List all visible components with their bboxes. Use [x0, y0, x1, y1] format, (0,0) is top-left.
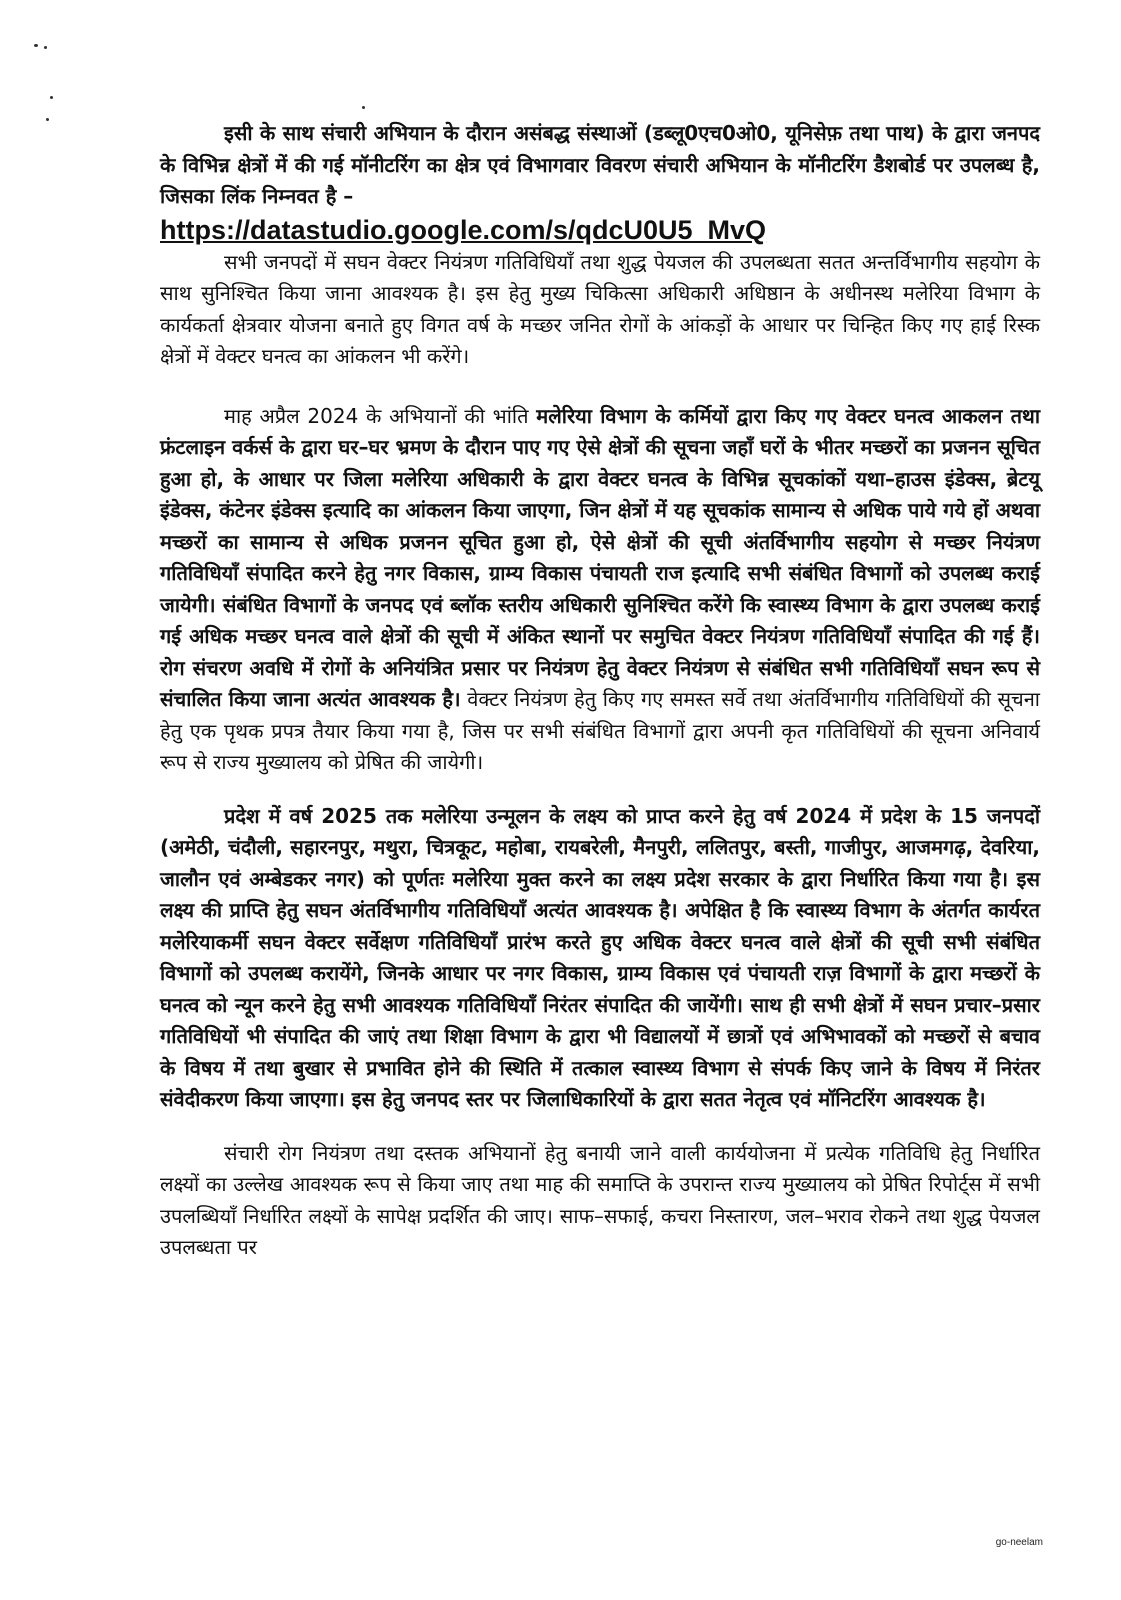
paragraph-monitoring: इसी के साथ संचारी अभियान के दौरान असंबद्ध संस्थाओं (डब्लू0एच0ओ0, यूनिसेफ़ तथा पाथ) के द्वारा जनपद के विभिन्न क्षेत्रों में की गई मॉनीटरिंग का क्षेत्र एवं विभागवार विवरण संचारी अभियान के मॉनीटरिंग डैशबोर्ड पर उपलब्ध है, जिसका लिंक निम्नवत है – — [160, 121, 1040, 208]
scan-speck — [50, 96, 53, 99]
footer-initials: go-neelam — [995, 1537, 1043, 1548]
document-body — [160, 118, 1040, 1264]
scan-speck — [34, 44, 38, 47]
scan-speck — [46, 118, 49, 121]
scan-speck — [44, 46, 47, 49]
paragraph-action-plan: संचारी रोग नियंत्रण तथा दस्तक अभियानों हेतु बनायी जाने वाली कार्ययोजना में प्रत्येक गतिविधि हेतु निर्धारित लक्ष्यों का उल्लेख आवश्यक रूप से किया जाए तथा माह की समाप्ति के उपरान्त राज्य मुख्यालय को प्रेषित रिपोर्ट्स में सभी उपलब्धियाँ निर्धारित लक्ष्यों के सापेक्ष प्रदर्शित की जाए। साफ–सफाई, कचरा निस्तारण, जल–भराव रोकने तथा शुद्ध पेयजल उपलब्धता पर — [160, 1140, 1040, 1259]
paragraph-vector-density — [160, 401, 1040, 779]
paragraph-malaria-elimination: प्रदेश में वर्ष 2025 तक मलेरिया उन्मूलन के लक्ष्य को प्राप्त करने हेतु वर्ष 2024 में प्रदेश के 15 जनपदों (अमेठी, चंदौली, सहारनपुर, मथुरा, चित्रकूट, महोबा, रायबरेली, मैनपुरी, ललितपुर, बस्ती, गाजीपुर, आजमगढ़, देवरिया, जालौन एवं अम्बेडकर नगर) को पूर्णतः मलेरिया मुक्त करने का लक्ष्य प्रदेश सरकार के द्वारा निर्धारित किया गया है। इस लक्ष्य की प्राप्ति हेतु सघन अंतर्विभागीय गतिविधियाँ अत्यंत आवश्यक है। अपेक्षित है कि स्वास्थ्य विभाग के अंतर्गत कार्यरत मलेरियाकर्मी सघन वेक्टर सर्वेक्षण गतिविधियाँ प्रारंभ करते हुए अधिक वेक्टर घनत्व वाले क्षेत्रों की सूची सभी संबंधित विभागों को उपलब्ध करायेंगे, जिनके आधार पर नगर विकास, ग्राम्य विकास एवं पंचायती राज़ विभागों के द्वारा मच्छरों के घनत्व को न्यून करने हेतु सभी आवश्यक गतिविधियाँ निरंतर संपादित की जायेंगी। साथ ही सभी क्षेत्रों में सघन प्रचार–प्रसार गतिविधियों भी संपादित की जाएं तथा शिक्षा विभाग के द्वारा भी विद्यालयों में छात्रों एवं अभिभावकों को मच्छरों से बचाव के विषय में तथा बुखार से प्रभावित होने की स्थिति में तत्काल स्वास्थ्य विभाग से संपर्क किए जाने के विषय में निरंतर संवेदीकरण किया जाएगा। इस हेतु जनपद स्तर पर जिलाधिकारियों के द्वारा सतत नेतृत्व एवं मॉनिटरिंग आवश्यक है। — [160, 803, 1040, 1111]
scan-speck — [362, 106, 365, 109]
paragraph-vector-density-bold: मलेरिया विभाग के कर्मियों द्वारा किए गए वेक्टर घनत्व आकलन तथा फ्रंटलाइन वर्कर्स के द्वारा घर–घर भ्रमण के दौरान पाए गए ऐसे क्षेत्रों की सूचना जहाँ घरों के भीतर मच्छरों का प्रजनन सूचित हुआ हो, के आधार पर जिला मलेरिया अधिकारी के द्वारा वेक्टर घनत्व के विभिन्न सूचकांकों यथा–हाउस इंडेक्स, ब्रेटयू इंडेक्स, कंटेनर इंडेक्स इत्यादि का आंकलन किया जाएगा, जिन क्षेत्रों में यह सूचकांक सामान्य से अधिक पाये गये हों अथवा मच्छरों का सामान्य से अधिक प्रजनन सूचित हुआ हो, ऐसे क्षेत्रों की सूची अंतर्विभागीय सहयोग से मच्छर नियंत्रण गतिविधियाँ संपादित करने हेतु नगर विकास, ग्राम्य विकास पंचायती राज इत्यादि सभी संबंधित विभागों को उपलब्ध कराई जायेगी। संबंधित विभागों के जनपद एवं ब्लॉक स्तरीय अधिकारी सुनिश्चित करेंगे कि स्वास्थ्य विभाग के द्वारा उपलब्ध कराई गई अधिक मच्छर घनत्व वाले क्षेत्रों की सूची में अंकित स्थानों पर समुचित वेक्टर नियंत्रण गतिविधियाँ संपादित की गई हैं। रोग संचरण अवधि में रोगों के अनियंत्रित प्रसार पर नियंत्रण हेतु वेक्टर नियंत्रण से संबंधित सभी गतिविधियाँ सघन रूप से संचालित किया जाना अत्यंत आवश्यक है। — [160, 403, 1041, 711]
paragraph-vector-density-intro: माह अप्रैल 2024 के अभियानों की भांति — [224, 403, 529, 428]
paragraph-vector-density-tail: वेक्टर नियंत्रण हेतु किए गए समस्त सर्वे तथा अंतर्विभागीय गतिविधियों की सूचना हेतु एक पृथक प्रपत्र तैयार किया गया है, जिस पर सभी संबंधित विभागों द्वारा अपनी कृत गतिविधियों की सूचना अनिवार्य रूप से राज्य मुख्यालय को प्रेषित की जायेगी। — [160, 687, 1040, 774]
dashboard-link[interactable]: https://datastudio.google.com/s/qdcU0U5_MvQ — [160, 214, 767, 245]
paragraph-vector-control: सभी जनपदों में सघन वेक्टर नियंत्रण गतिविधियाँ तथा शुद्ध पेयजल की उपलब्धता सतत अन्तर्विभागीय सहयोग के साथ सुनिश्चित किया जाना आवश्यक है। इस हेतु मुख्य चिकित्सा अधिकारी अधिष्ठान के अधीनस्थ मलेरिया विभाग के कार्यकर्ता क्षेत्रवार योजना बनाते हुए विगत वर्ष के मच्छर जनित रोगों के आंकड़ों के आधार पर चिन्हित किए गए हाई रिस्क क्षेत्रों में वेक्टर घनत्व का आंकलन भी करेंगे। — [160, 249, 1040, 368]
